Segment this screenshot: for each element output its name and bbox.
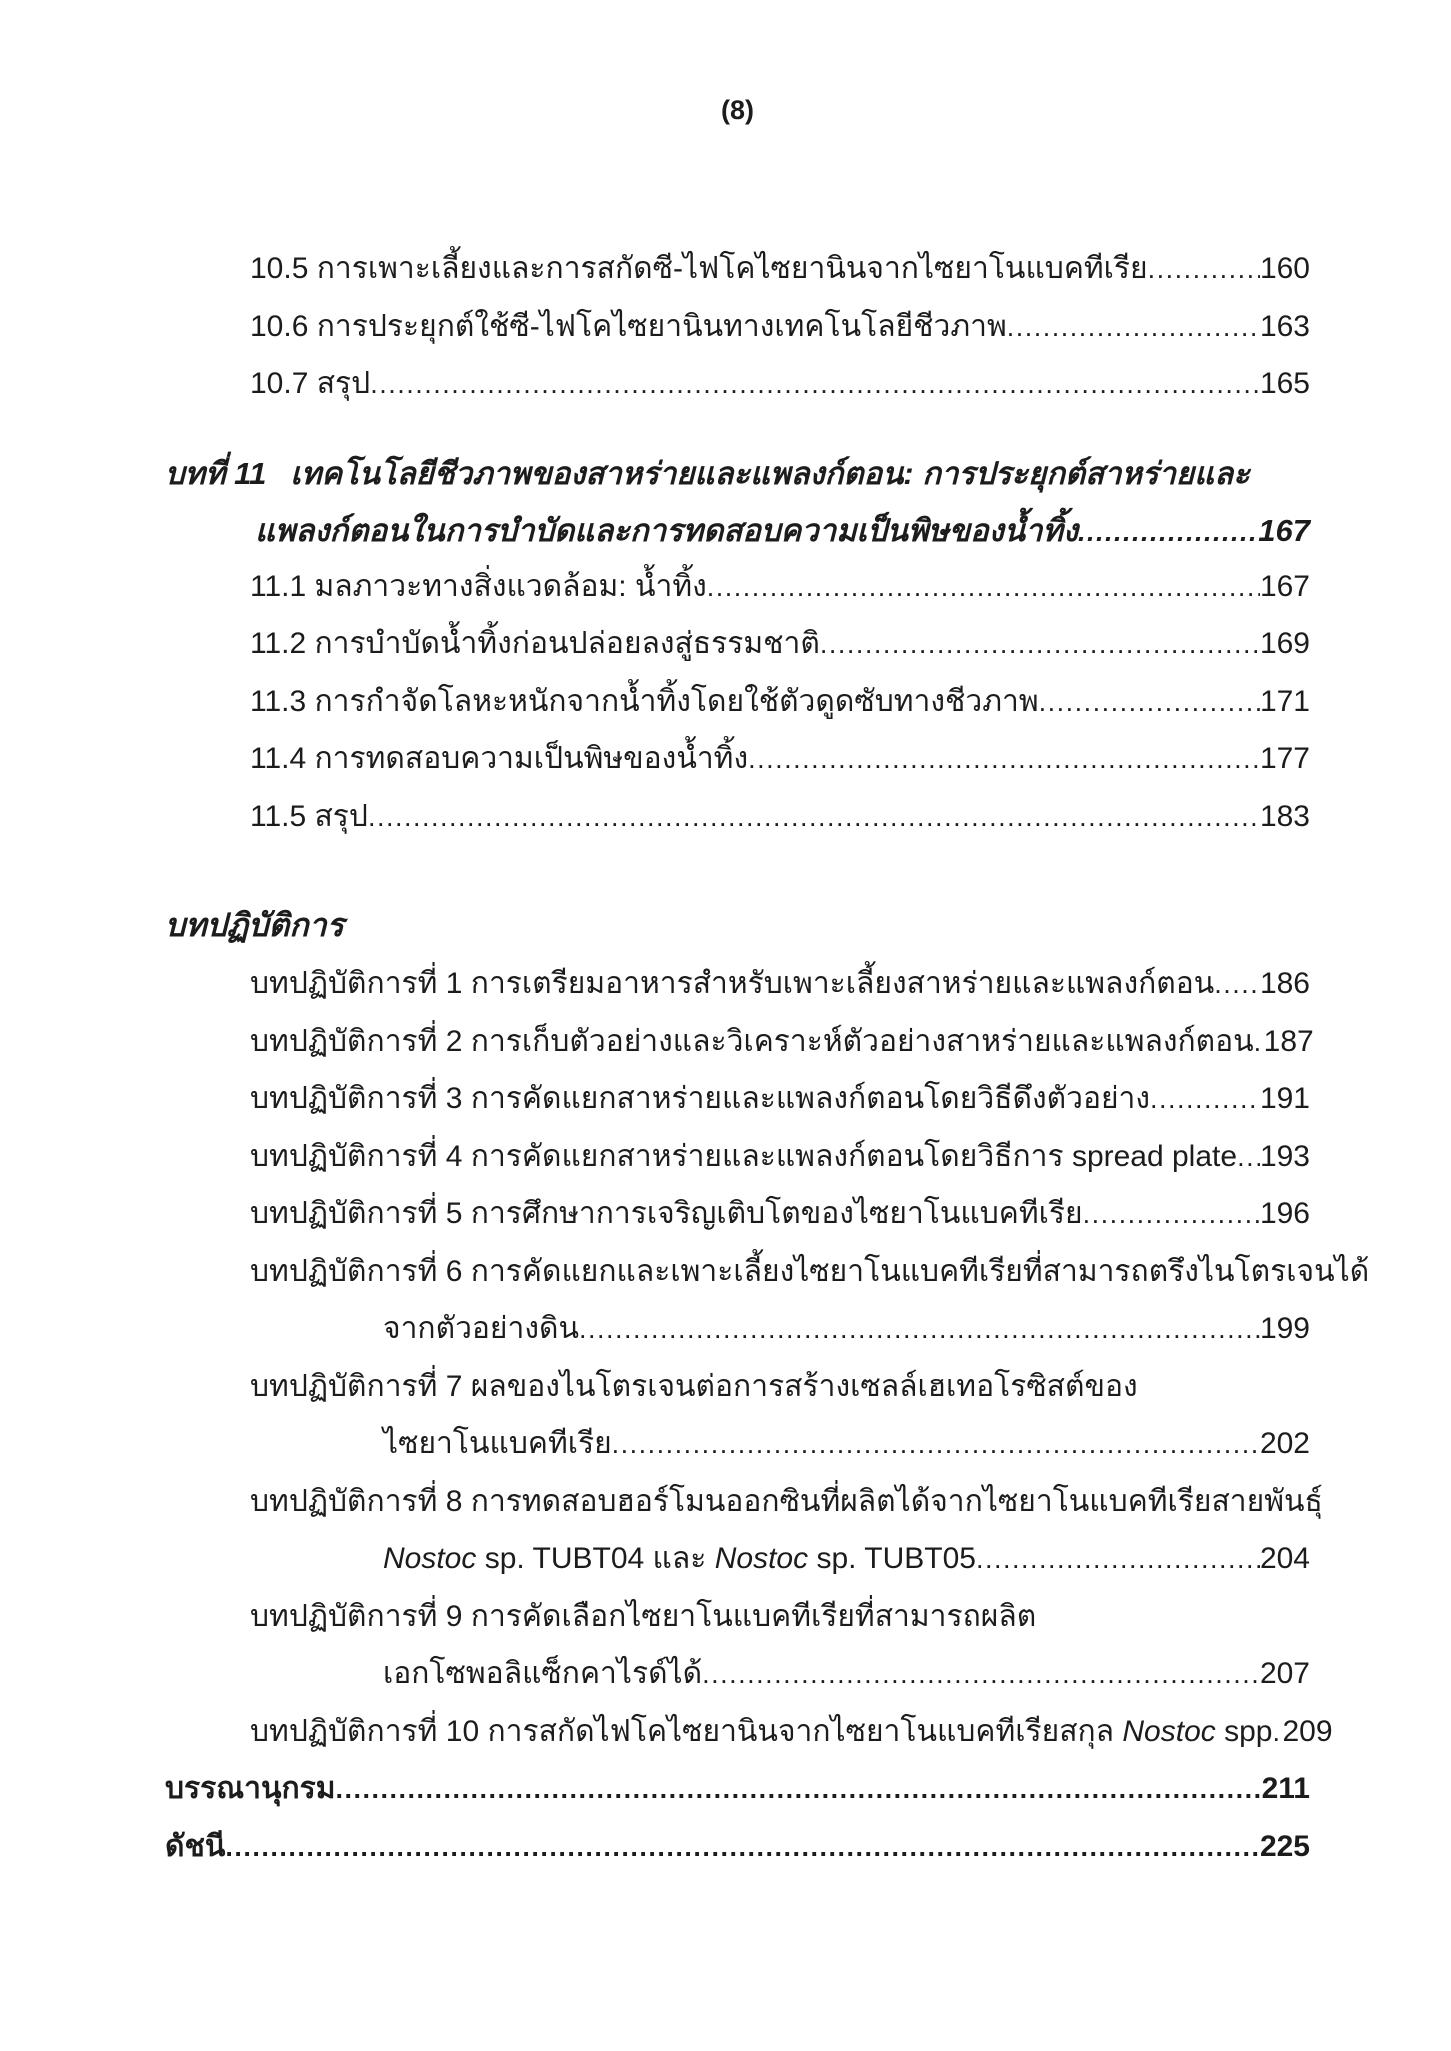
page-number: 193 [1259, 1139, 1310, 1173]
toc-entry-11-5 [165, 793, 1310, 851]
dot-leader [1254, 1025, 1264, 1059]
dot-leader [707, 570, 1260, 604]
toc-entry-label: 10.5 การเพาะเลี้ยงและการสกัดซี-ไฟโคไซยานินจากไซยาโนแบคทีเรีย [250, 252, 1148, 285]
toc-entry-continuation: ไซยาโนแบคทีเรีย [383, 1427, 612, 1460]
page-number: 207 [1259, 1657, 1310, 1690]
toc-entry-continuation: เอกโซพอลิแซ็กคาไรด์ได้ [383, 1657, 703, 1690]
page-number: 187 [1263, 1024, 1314, 1058]
lab-section-heading [165, 900, 1310, 960]
page-number: 169 [1259, 627, 1310, 660]
dot-leader [1083, 1197, 1260, 1231]
dot-leader [1150, 1082, 1260, 1116]
toc-entry-lab-8-line1 [165, 1478, 1323, 1536]
genus-name-italic: Nostoc [1122, 1714, 1216, 1748]
back-matter [165, 1765, 1310, 1880]
page-number: 204 [1259, 1542, 1310, 1575]
toc-entry-lab-6-line2 [165, 1305, 1310, 1363]
page-number: 160 [1259, 252, 1310, 285]
toc-entry-label: 11.4 การทดสอบความเป็นพิษของน้ำทิ้ง [250, 742, 749, 775]
page-number: 196 [1259, 1197, 1310, 1230]
toc-entry-label: บทปฏิบัติการที่ 10 การสกัดไฟโคไซยานินจากไซยาโนแบคทีเรียสกุล [250, 1714, 1123, 1748]
toc-entry-continuation: sp. TUBT05 [808, 1542, 976, 1575]
page-number: 171 [1259, 684, 1310, 718]
toc-entry-label: บทปฏิบัติการที่ 6 การคัดแยกและเพาะเลี้ยงไซยาโนแบคทีเรียที่สามารถตรึงไนโตรเจนได้ [250, 1254, 1370, 1288]
page-number: 202 [1259, 1427, 1310, 1460]
toc-entry-lab-1 [165, 960, 1310, 1018]
chapter-11-block [165, 448, 1310, 851]
toc-entry-bibliography [165, 1765, 1310, 1823]
dot-leader [820, 627, 1260, 661]
dot-leader [702, 1657, 1260, 1691]
page-number: 177 [1259, 742, 1310, 775]
toc-entry-10-5 [165, 245, 1310, 303]
page-number: 191 [1259, 1082, 1310, 1115]
toc-entry-lab-2 [165, 1018, 1314, 1076]
page-number: 167 [1258, 513, 1310, 548]
page-header-number: (8) [721, 95, 754, 125]
page-number: 165 [1259, 367, 1310, 400]
page-number: 209 [1282, 1714, 1333, 1748]
toc-entry-lab-9-line2 [165, 1650, 1310, 1708]
page-number: 211 [1261, 1772, 1310, 1805]
toc-entry-lab-6-line1 [165, 1248, 1370, 1306]
dot-leader [1148, 252, 1260, 286]
dot-leader [748, 742, 1260, 776]
toc-entry-11-4 [165, 735, 1310, 793]
dot-leader [368, 800, 1260, 834]
toc-entry-11-3 [165, 678, 1310, 736]
toc-entry-lab-3 [165, 1075, 1310, 1133]
toc-entry-lab-7-line2 [165, 1420, 1310, 1478]
toc-entry-lab-9-line1 [165, 1593, 1310, 1651]
dot-leader [976, 1542, 1260, 1576]
dot-leader [1214, 967, 1260, 1001]
toc-entry-label: บทปฏิบัติการที่ 9 การคัดเลือกไซยาโนแบคทีเรียที่สามารถผลิต [250, 1599, 1037, 1633]
genus-name-italic: Nostoc [714, 1542, 809, 1575]
dot-leader [225, 1830, 1260, 1864]
toc-entry-label: บรรณานุกรม [165, 1772, 336, 1805]
toc-entry-10-7 [165, 360, 1310, 418]
page-number: 167 [1259, 569, 1310, 603]
dot-leader [1039, 685, 1260, 719]
toc-entry-continuation: จากตัวอย่างดิน [383, 1312, 579, 1345]
toc-entry-label: บทปฏิบัติการที่ 4 การคัดแยกสาหร่ายและแพลงก์ตอนโดยวิธีการ spread plate [250, 1139, 1238, 1173]
toc-entry-label: 10.7 สรุป [250, 367, 371, 400]
toc-entry-10-6 [165, 303, 1310, 361]
dot-leader [370, 367, 1260, 401]
dot-leader [336, 1772, 1262, 1806]
chapter-title-line1: เทคโนโลยีชีวภาพของสาหร่ายและแพลงก์ตอน: การประยุกต์สาหร่ายและ [290, 455, 1250, 491]
table-of-contents [165, 245, 1370, 1880]
toc-entry-label: 11.2 การบำบัดน้ำทิ้งก่อนปล่อยลงสู่ธรรมชาติ [250, 627, 820, 660]
lab-section-heading-label: บทปฏิบัติการ [165, 907, 344, 943]
chapter-title-line2: แพลงก์ตอนในการบำบัดและการทดสอบความเป็นพิษของน้ำทิ้ง [255, 513, 1078, 548]
page-number: 199 [1259, 1312, 1310, 1345]
toc-entry-label: บทปฏิบัติการที่ 2 การเก็บตัวอย่างและวิเคราะห์ตัวอย่างสาหร่ายและแพลงก์ตอน [250, 1024, 1254, 1058]
toc-entry-11-2 [165, 620, 1310, 678]
page-number: 183 [1259, 799, 1310, 833]
toc-entry-label: 11.5 สรุป [250, 799, 368, 833]
chapter-11-heading-line1 [165, 448, 1310, 506]
toc-entry-label: 11.1 มลภาวะทางสิ่งแวดล้อม: น้ำทิ้ง [250, 569, 707, 603]
dot-leader [1272, 1715, 1282, 1749]
toc-entry-label: 10.6 การประยุกต์ใช้ซี-ไฟโคไซยานินทางเทคโนโลยีชีวภาพ [250, 309, 1007, 343]
chapter-number-label: บทที่ 11 [165, 455, 267, 491]
toc-entry-label: 11.3 การกำจัดโลหะหนักจากน้ำทิ้งโดยใช้ตัวดูดซับทางชีวภาพ [250, 684, 1039, 718]
toc-entry-label: บทปฏิบัติการที่ 7 ผลของไนโตรเจนต่อการสร้างเซลล์เฮเทอโรซิสต์ของ [250, 1369, 1138, 1403]
toc-entry-lab-10 [165, 1708, 1333, 1766]
toc-entry-label: บทปฏิบัติการที่ 5 การศึกษาการเจริญเติบโตของไซยาโนแบคทีเรีย [250, 1197, 1083, 1230]
dot-leader [579, 1312, 1260, 1346]
toc-entry-label: ดัชนี [165, 1829, 226, 1863]
toc-entry-lab-8-line2 [165, 1535, 1310, 1593]
toc-entry-label: บทปฏิบัติการที่ 3 การคัดแยกสาหร่ายและแพลงก์ตอนโดยวิธีดึงตัวอย่าง [250, 1082, 1151, 1115]
page-number: 186 [1259, 967, 1310, 1000]
dot-leader [1007, 310, 1260, 344]
toc-entry-continuation: sp. TUBT04 และ [476, 1542, 715, 1575]
toc-entry-label: บทปฏิบัติการที่ 8 การทดสอบฮอร์โมนออกซินที่ผลิตได้จากไซยาโนแบคทีเรียสายพันธุ์ [250, 1484, 1323, 1518]
genus-name-italic: Nostoc [383, 1542, 477, 1575]
toc-entry-label-tail: spp [1215, 1714, 1273, 1748]
dot-leader [1078, 513, 1258, 549]
toc-entry-lab-4 [165, 1133, 1310, 1191]
toc-entry-index [165, 1823, 1310, 1881]
chapter-11-heading-line2 [165, 505, 1310, 563]
toc-entry-lab-7-line1 [165, 1363, 1310, 1421]
dot-leader [1237, 1140, 1260, 1174]
page-number: 225 [1259, 1829, 1310, 1863]
toc-entry-11-1 [165, 563, 1310, 621]
dot-leader [612, 1427, 1260, 1461]
page-number: 163 [1259, 309, 1310, 343]
toc-entry-lab-5 [165, 1190, 1310, 1248]
toc-entry-label: บทปฏิบัติการที่ 1 การเตรียมอาหารสำหรับเพาะเลี้ยงสาหร่ายและแพลงก์ตอน [250, 967, 1215, 1000]
